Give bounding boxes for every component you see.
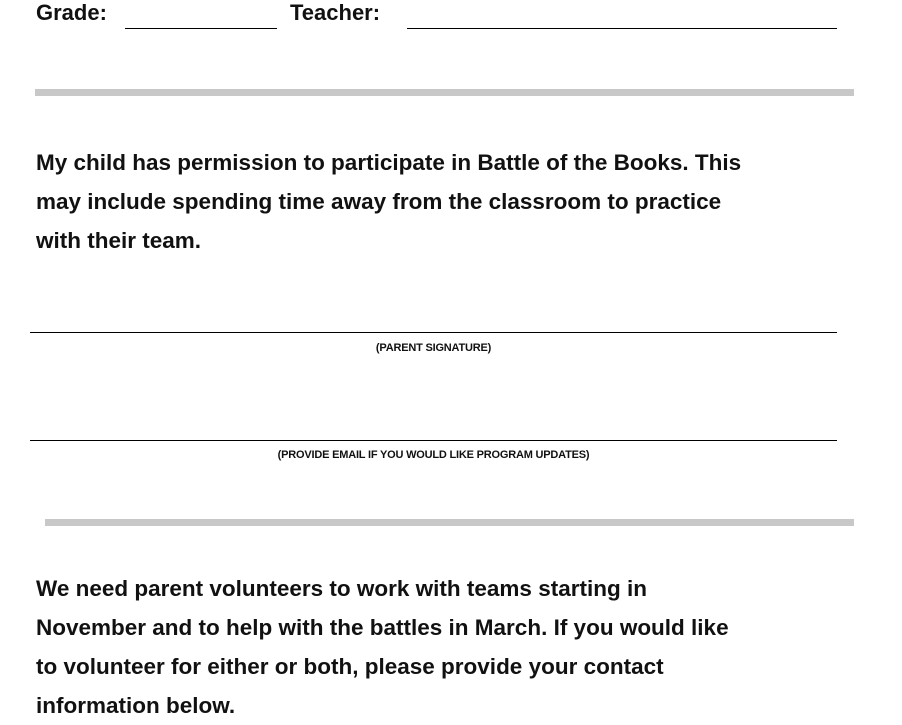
permission-line: may include spending time away from the classroom to practice [36, 189, 722, 214]
teacher-field[interactable] [407, 28, 837, 29]
permission-statement [36, 143, 856, 260]
section-divider [35, 89, 854, 96]
parent-signature-caption: (PARENT SIGNATURE) [375, 342, 492, 354]
section-divider [45, 519, 854, 526]
teacher-label: Teacher: [290, 0, 381, 25]
parent-signature-field[interactable] [30, 332, 837, 333]
grade-label: Grade: [36, 0, 107, 25]
grade-field[interactable] [125, 28, 277, 29]
permission-line: My child has permission to participate in Battle of the Books. This [36, 150, 742, 175]
volunteer-statement [36, 569, 856, 725]
volunteer-line: November and to help with the battles in March. If you would like [36, 615, 729, 640]
volunteer-line: We need parent volunteers to work with teams starting in [36, 576, 647, 601]
parent-email-caption: (PROVIDE EMAIL IF YOU WOULD LIKE PROGRAM UPDATES) [277, 449, 590, 461]
volunteer-line: to volunteer for either or both, please provide your contact [36, 654, 664, 679]
volunteer-line: information below. [36, 693, 236, 718]
permission-line: with their team. [36, 228, 202, 253]
parent-email-field[interactable] [30, 440, 837, 441]
